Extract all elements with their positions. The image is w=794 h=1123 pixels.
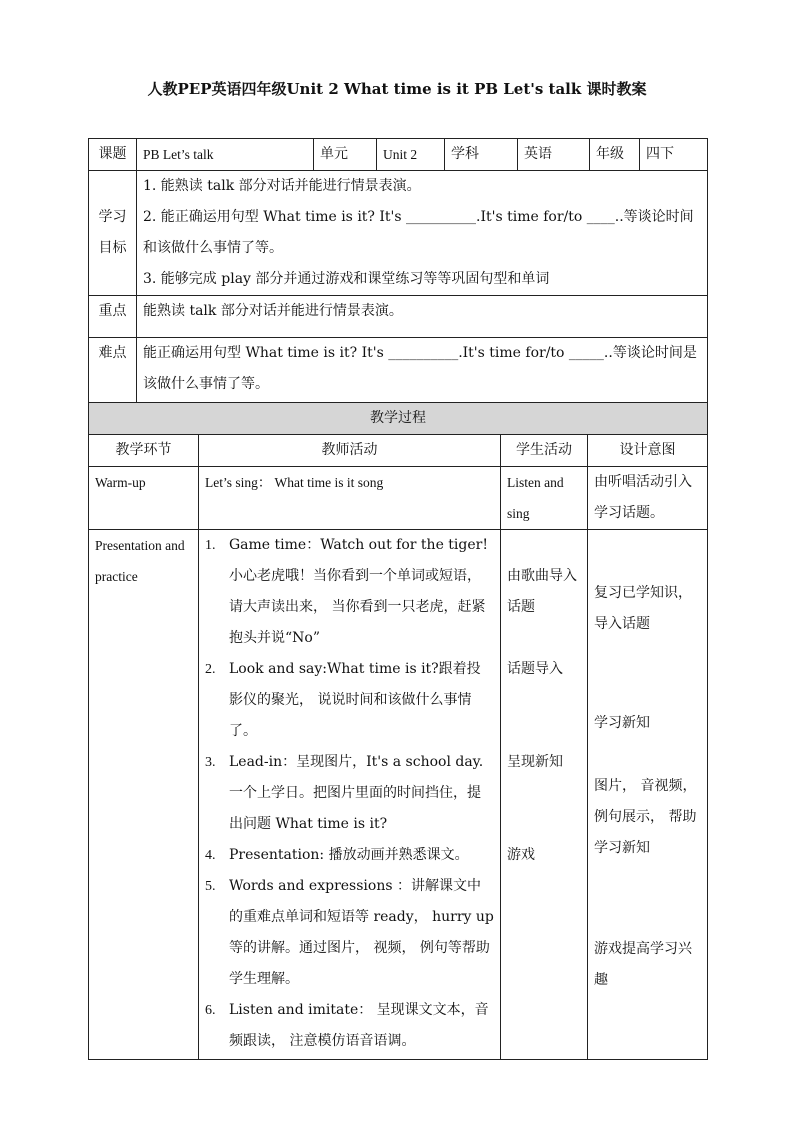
step-text: Game time：Watch out for the tiger! 小心老虎哦！当你看到一个单词或短语，请大声读出来， 当你看到一只老虎，赶紧抱头并说“No”: [229, 537, 488, 646]
subject-value: 英语: [518, 139, 590, 171]
lesson-info-table: [88, 138, 708, 404]
teaching-process-table: [88, 402, 708, 1060]
goal-item: 3. 能够完成 play 部分并通过游戏和课堂练习等等巩固句型和单词: [143, 271, 550, 287]
goals-cell: [137, 171, 708, 296]
key-label: 重点: [89, 296, 137, 338]
list-item: [205, 995, 494, 1057]
intent-note: 图片， 音视频，例句展示， 帮助学习新知: [594, 778, 697, 856]
list-item: [205, 530, 494, 654]
presentation-intent: [588, 530, 708, 1060]
header-stage: 教学环节: [89, 435, 199, 467]
header-student: 学生活动: [501, 435, 588, 467]
step-number: 2.: [205, 662, 216, 677]
student-note: 由歌曲导入话题: [507, 568, 577, 615]
table-row: [89, 530, 708, 1060]
process-band-title: 教学过程: [89, 403, 708, 435]
list-item: [205, 871, 494, 995]
step-number: 3.: [205, 755, 216, 770]
presentation-teacher: [199, 530, 501, 1060]
intent-note: 复习已学知识，导入话题: [594, 585, 692, 632]
intent-note: 学习新知: [594, 715, 650, 731]
key-value: 能熟读 talk 部分对话并能进行情景表演。: [137, 296, 708, 338]
grade-value: 四下: [640, 139, 708, 171]
intent-note: 游戏提高学习兴趣: [594, 941, 692, 988]
table-row: [89, 467, 708, 530]
list-item: [205, 654, 494, 747]
topic-value: PB Let’s talk: [137, 139, 314, 171]
step-text: Words and expressions ：讲解课文中的重难点单词和短语等 ready， hurry up 等的讲解。通过图片， 视频， 例句等帮助学生理解。: [229, 878, 494, 987]
step-text: Presentation: 播放动画并熟悉课文。: [229, 847, 469, 863]
step-number: 1.: [205, 538, 216, 553]
page-title: 人教PEP英语四年级Unit 2 What time is it PB Let's talk 课时教案: [147, 80, 647, 98]
step-text: Listen and imitate： 呈现课文文本，音频跟读， 注意模仿语音语调。: [229, 1002, 489, 1049]
goals-label: 学习目标: [89, 171, 137, 296]
presentation-stage: Presentation and practice: [89, 530, 199, 1060]
list-item: [205, 747, 494, 840]
list-item: [205, 840, 494, 871]
topic-label: 课题: [89, 139, 137, 171]
warmup-stage: Warm-up: [89, 467, 199, 530]
step-number: 6.: [205, 1003, 216, 1018]
goal-item: 1. 能熟读 talk 部分对话并能进行情景表演。: [143, 178, 421, 194]
unit-value: Unit 2: [377, 139, 445, 171]
student-note: 呈现新知: [507, 754, 563, 770]
difficult-label: 难点: [89, 338, 137, 404]
grade-label: 年级: [590, 139, 640, 171]
step-text: Look and say:What time is it?跟着投影仪的聚光， 说说时间和该做什么事情了。: [229, 661, 481, 739]
warmup-intent: 由听唱活动引入学习话题。: [588, 467, 708, 530]
student-note: 话题导入: [507, 661, 563, 677]
step-text: Lead-in：呈现图片，It's a school day.一个上学日。把图片里面的时间挡住，提出问题 What time is it?: [229, 754, 484, 832]
presentation-student: [501, 530, 588, 1060]
header-intent: 设计意图: [588, 435, 708, 467]
goal-item: 2. 能正确运用句型 What time is it? It's __________.It's time for/to ____..等谈论时间和该做什么事情了等。: [143, 209, 694, 256]
step-number: 4.: [205, 848, 216, 863]
warmup-student: Listen and sing: [501, 467, 588, 530]
unit-label: 单元: [314, 139, 377, 171]
step-number: 5.: [205, 879, 216, 894]
subject-label: 学科: [445, 139, 518, 171]
student-note: 游戏: [507, 847, 535, 863]
header-teacher: 教师活动: [199, 435, 501, 467]
difficult-value: 能正确运用句型 What time is it? It's __________.It's time for/to _____..等谈论时间是该做什么事情了等。: [137, 338, 708, 404]
warmup-teacher: Let’s sing： What time is it song: [199, 467, 501, 530]
